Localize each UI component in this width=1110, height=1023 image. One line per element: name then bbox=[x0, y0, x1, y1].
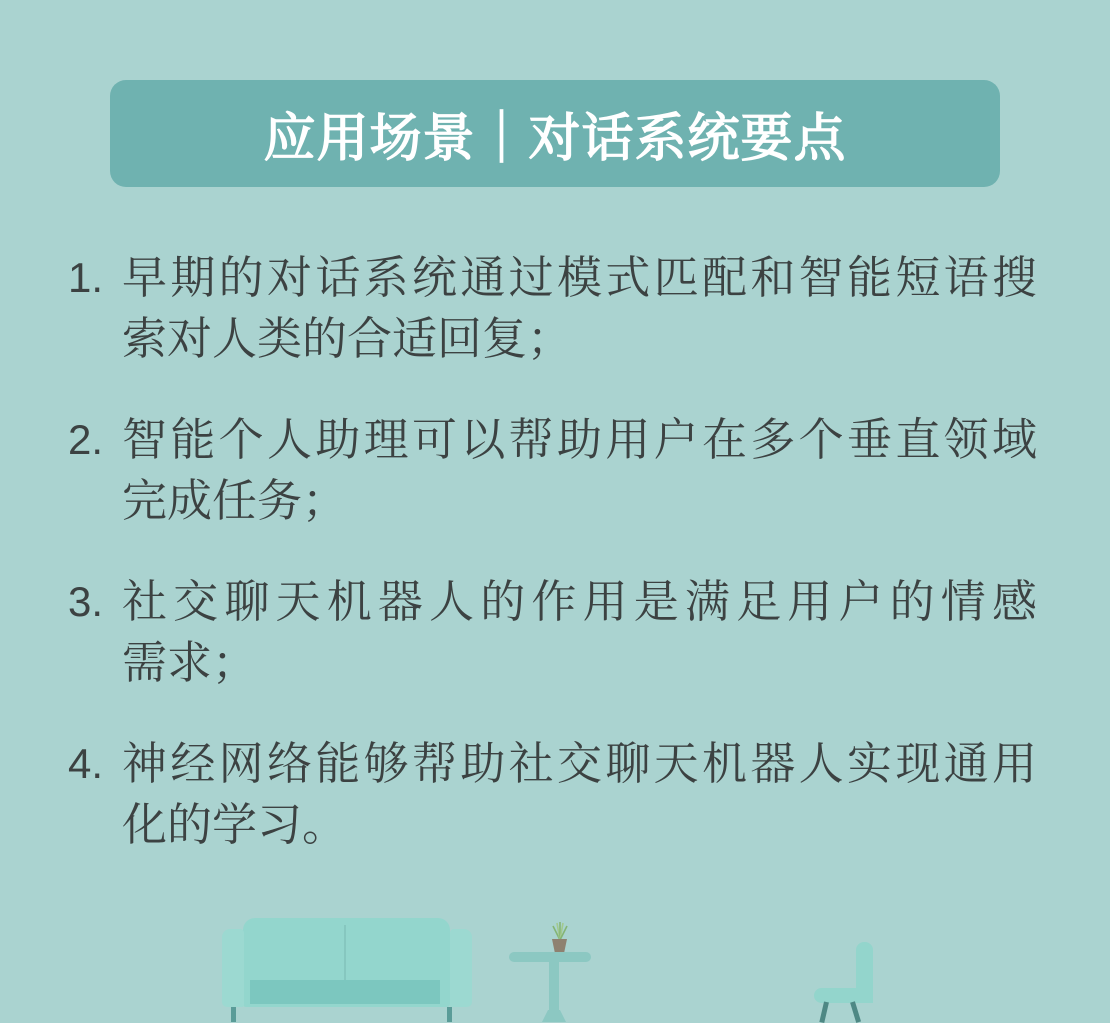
chair-leg-right bbox=[850, 1001, 861, 1023]
item-text-line: 需求； bbox=[122, 637, 258, 688]
side-table-illustration bbox=[509, 922, 593, 1022]
table-pedestal bbox=[549, 962, 559, 1013]
list-item bbox=[55, 571, 1060, 693]
item-number: 3. bbox=[67, 578, 103, 625]
sofa-leg-left bbox=[231, 1007, 236, 1022]
sofa-illustration bbox=[222, 918, 472, 1022]
item-text-line: 神经网络能够帮助社交聊天机器人实现通用 bbox=[122, 738, 1037, 789]
sofa-seat bbox=[250, 980, 440, 1004]
item-text bbox=[122, 409, 1037, 531]
list-item bbox=[55, 409, 1060, 531]
page-title: 应用场景｜对话系统要点 bbox=[263, 110, 847, 168]
item-text-line: 索对人类的合适回复； bbox=[122, 313, 573, 364]
sofa-cushion-divider bbox=[344, 925, 346, 987]
item-number: 2. bbox=[67, 416, 103, 463]
item-number: 4. bbox=[67, 740, 103, 787]
item-text bbox=[122, 247, 1037, 369]
sofa-armrest-right bbox=[450, 929, 472, 1007]
list-item bbox=[55, 733, 1060, 855]
item-text-line: 早期的对话系统通过模式匹配和智能短语搜 bbox=[122, 252, 1037, 303]
points-list bbox=[55, 247, 1060, 895]
sofa-armrest-left bbox=[222, 929, 244, 1007]
table-base bbox=[542, 1010, 566, 1022]
list-item bbox=[55, 247, 1060, 369]
plant-leaves-icon bbox=[550, 922, 570, 940]
item-text-line: 化的学习。 bbox=[122, 799, 348, 850]
sofa-leg-right bbox=[447, 1007, 452, 1022]
chair-leg-left bbox=[819, 1001, 829, 1023]
furniture-scene bbox=[0, 916, 1110, 1022]
chair-illustration bbox=[814, 942, 876, 1022]
item-text-line: 智能个人助理可以帮助用户在多个垂直领域 bbox=[122, 414, 1037, 465]
chair-seat bbox=[814, 988, 873, 1003]
plant-pot bbox=[552, 939, 567, 952]
item-number: 1. bbox=[67, 254, 103, 301]
item-text-line: 完成任务； bbox=[122, 475, 348, 526]
table-top bbox=[509, 952, 591, 962]
item-text-line: 社交聊天机器人的作用是满足用户的情感 bbox=[122, 576, 1037, 627]
item-text bbox=[122, 733, 1037, 855]
title-banner bbox=[110, 80, 1000, 187]
item-text bbox=[122, 571, 1037, 693]
